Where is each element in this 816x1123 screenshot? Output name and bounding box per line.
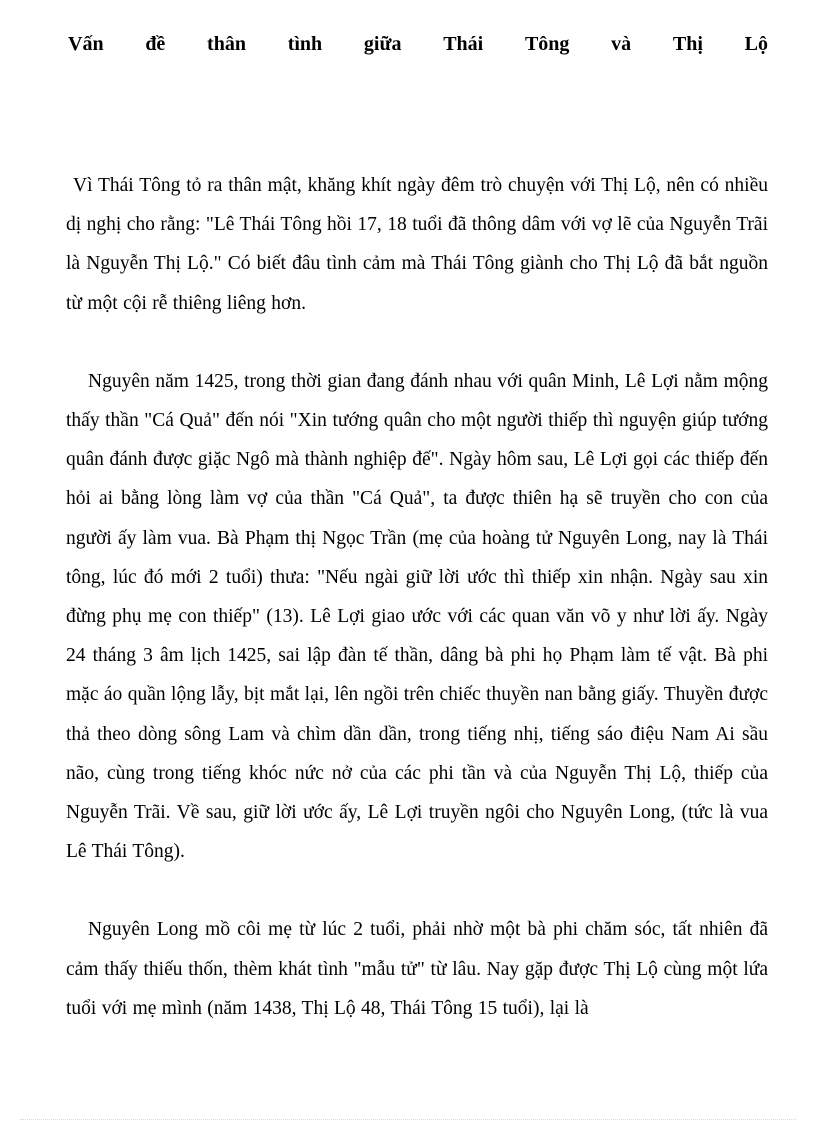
paragraph-3: Nguyên Long mồ côi mẹ từ lúc 2 tuổi, phải nhờ một bà phi chăm sóc, tất nhiên đã cảm thấy thiếu thốn, thèm khát tình "mẫu tử" từ lâu. Nay gặp được Thị Lộ cùng một lứa tuổi với mẹ mình (năm 1438, Thị Lộ 48, Thái Tông 15 tuổi), lại là [66,919,768,1019]
page-bottom-rule [20,1119,796,1120]
document-title [68,30,768,58]
title-word: giữa [363,33,402,55]
title-word: Vấn [68,33,104,55]
paragraph-2: Nguyên năm 1425, trong thời gian đang đánh nhau với quân Minh, Lê Lợi nằm mộng thấy thần "Cá Quả" đến nói "Xin tướng quân cho một người thiếp thì nguyện giúp tướng quân đánh được giặc Ngô mà thành nghiệp đế". Ngày hôm sau, Lê Lợi gọi các thiếp đến hỏi ai bằng lòng làm vợ của thần "Cá Quả", ta được thiên hạ sẽ truyền cho con của người ấy làm vua. Bà Phạm thị Ngọc Trần (mẹ của hoàng tử Nguyên Long, nay là Thái tông, lúc đó mới 2 tuổi) thưa: "Nếu ngài giữ lời ước thì thiếp xin nhận. Ngày sau xin đừng phụ mẹ con thiếp" (13). Lê Lợi giao ước với các quan văn võ y như lời ấy. Ngày 24 tháng 3 âm lịch 1425, sai lập đàn tế thần, dâng bà phi họ Phạm làm tế vật. Bà phi mặc áo quần lộng lẫy, bịt mắt lại, lên ngồi trên chiếc thuyền nan bằng giấy. Thuyền được thả theo dòng sông Lam và chìm dần dần, trong tiếng nhị, tiếng sáo điệu Nam Ai sầu não, cùng trong tiếng khóc nức nở của các phi tần và của Nguyễn Thị Lộ, thiếp của Nguyễn Trãi. Về sau, giữ lời ước ấy, Lê Lợi truyền ngôi cho Nguyên Long, (tức là vua Lê Thái Tông). [66,370,768,863]
body-text [66,166,768,1028]
title-word: tình [287,33,323,55]
title-word: đề [145,33,166,55]
paragraph-1: Vì Thái Tông tỏ ra thân mật, khăng khít ngày đêm trò chuyện với Thị Lộ, nên có nhiều dị nghị cho rằng: "Lê Thái Tông hồi 17, 18 tuổi đã thông dâm với vợ lẽ của Nguyễn Trãi là Nguyễn Thị Lộ." Có biết đâu tình cảm mà Thái Tông giành cho Thị Lộ đã bắt nguồn từ một cội rễ thiêng liêng hơn. [66,175,768,314]
title-word: Lộ [744,33,768,55]
title-word: và [611,33,632,55]
title-word: Thái [443,33,484,55]
title-word: Tông [524,33,570,55]
title-word: Thị [672,33,703,55]
title-word: thân [207,33,246,55]
